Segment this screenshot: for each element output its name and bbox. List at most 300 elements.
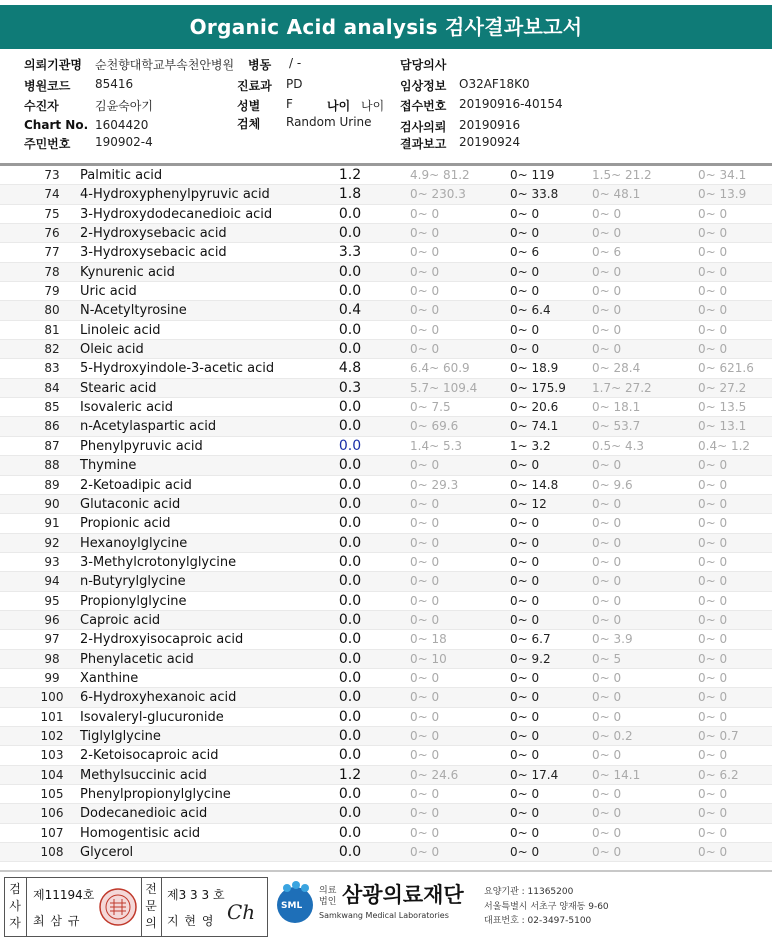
reference-range-2: 0~ 0 <box>510 728 540 743</box>
reference-range-1: 0~ 0 <box>410 554 440 569</box>
result-value: 0.0 <box>338 534 362 551</box>
dept-label: 진료과 <box>237 79 272 93</box>
doctor-label: 담당의사 <box>400 58 447 72</box>
result-value: 0.0 <box>338 592 362 609</box>
analyte-name: Caproic acid <box>80 612 161 628</box>
reference-range-1: 0~ 0 <box>410 206 440 221</box>
reference-range-2: 0~ 0 <box>510 670 540 685</box>
reference-range-4: 0~ 0 <box>698 612 728 627</box>
receipt-value: 20190916-40154 <box>459 97 563 111</box>
reference-range-4: 0~ 0 <box>698 574 728 589</box>
reference-range-3: 0~ 0 <box>592 206 622 221</box>
table-row <box>0 785 772 804</box>
reference-range-4: 0~ 0 <box>698 516 728 531</box>
reference-range-4: 0.4~ 1.2 <box>698 438 751 453</box>
analyte-name: Propionylglycine <box>80 593 187 609</box>
table-row <box>0 804 772 823</box>
table-row <box>0 205 772 224</box>
reference-range-4: 0~ 0 <box>698 593 728 608</box>
row-number: 86 <box>44 419 60 434</box>
reference-range-3: 0~ 0 <box>592 226 622 241</box>
reference-range-1: 0~ 230.3 <box>410 187 466 202</box>
table-row <box>0 824 772 843</box>
analyte-name: 6-Hydroxyhexanoic acid <box>80 690 237 706</box>
reference-range-1: 0~ 24.6 <box>410 767 459 782</box>
examiner-seal-icon <box>97 886 139 928</box>
table-row <box>0 379 772 398</box>
result-value: 0.0 <box>338 631 362 648</box>
reference-range-1: 6.4~ 60.9 <box>410 361 470 376</box>
result-value: 0.0 <box>338 573 362 590</box>
table-row <box>0 224 772 243</box>
row-number: 104 <box>40 767 64 782</box>
result-value: 1.2 <box>338 766 362 783</box>
reference-range-2: 0~ 20.6 <box>510 400 559 415</box>
reference-range-4: 0~ 0 <box>698 632 728 647</box>
row-number: 96 <box>44 612 60 627</box>
analyte-name: Propionic acid <box>80 516 171 532</box>
table-row <box>0 611 772 630</box>
table-row <box>0 437 772 456</box>
reference-range-4: 0~ 0 <box>698 245 728 260</box>
result-value: 0.0 <box>338 747 362 764</box>
result-value: 0.0 <box>338 399 362 416</box>
analyte-name: n-Butyrylglycine <box>80 574 186 590</box>
reference-range-3: 0~ 0 <box>592 554 622 569</box>
analyte-name: 3-Hydroxydodecanedioic acid <box>80 206 273 222</box>
reference-range-1: 0~ 0 <box>410 264 440 279</box>
result-value: 1.8 <box>338 186 362 203</box>
table-row <box>0 301 772 320</box>
reference-range-2: 0~ 0 <box>510 709 540 724</box>
examiner-name: 최 삼 규 <box>33 914 81 928</box>
reference-range-3: 0~ 28.4 <box>592 361 641 376</box>
reference-range-1: 0~ 0 <box>410 845 440 860</box>
result-value: 0.0 <box>338 786 362 802</box>
table-row <box>0 243 772 262</box>
reference-range-1: 0~ 0 <box>410 748 440 763</box>
reference-range-3: 0~ 0 <box>592 825 622 840</box>
analyte-name: Kynurenic acid <box>80 264 175 280</box>
row-number: 93 <box>44 554 60 569</box>
row-number: 83 <box>44 361 60 376</box>
analyte-name: Phenylacetic acid <box>80 651 194 667</box>
analyte-name: 3-Methylcrotonylglycine <box>80 554 237 570</box>
result-value: 0.0 <box>338 650 362 667</box>
reference-range-4: 0~ 27.2 <box>698 380 747 395</box>
reference-range-3: 0~ 0 <box>592 845 622 860</box>
table-row <box>0 398 772 417</box>
result-value: 0.0 <box>338 805 362 822</box>
analyte-name: Dodecanedioic acid <box>80 806 208 822</box>
reference-range-4: 0~ 0 <box>698 264 728 279</box>
lab-phone: 대표번호 : 02-3497-5100 <box>484 916 592 926</box>
reference-range-1: 0~ 0 <box>410 574 440 589</box>
table-row <box>0 417 772 436</box>
analyte-name: Glutaconic acid <box>80 496 181 512</box>
reference-range-3: 0~ 0 <box>592 612 622 627</box>
table-row <box>0 185 772 204</box>
analyte-name: n-Acetylaspartic acid <box>80 419 217 435</box>
row-number: 75 <box>44 206 60 221</box>
reference-range-4: 0~ 0.7 <box>698 728 739 743</box>
hospital-code-label: 병원코드 <box>24 79 71 93</box>
reference-range-4: 0~ 0 <box>698 322 728 337</box>
reference-range-3: 0~ 0 <box>592 709 622 724</box>
reference-range-3: 0~ 53.7 <box>592 419 641 434</box>
reference-range-2: 0~ 0 <box>510 554 540 569</box>
reference-range-1: 0~ 0 <box>410 496 440 511</box>
institution-value: 순천향대학교부속천안병원 <box>95 58 235 72</box>
result-value: 0.0 <box>338 708 362 725</box>
reference-range-2: 0~ 0 <box>510 206 540 221</box>
table-row <box>0 766 772 785</box>
reference-range-3: 0~ 0 <box>592 284 622 299</box>
reference-range-3: 0~ 0 <box>592 322 622 337</box>
reference-range-4: 0~ 0 <box>698 477 728 492</box>
reference-range-3: 0~ 14.1 <box>592 767 641 782</box>
reference-range-1: 0~ 0 <box>410 245 440 260</box>
reference-range-3: 0~ 0 <box>592 574 622 589</box>
reference-range-4: 0~ 0 <box>698 206 728 221</box>
lab-address: 서울특별시 서초구 양재동 9-60 <box>484 902 609 912</box>
table-row <box>0 514 772 533</box>
chart-no-value: 1604420 <box>95 118 149 132</box>
examiner-license: 제11194호 <box>33 888 95 902</box>
reference-range-4: 0~ 0 <box>698 496 728 511</box>
table-row <box>0 321 772 340</box>
reference-range-3: 0.5~ 4.3 <box>592 438 645 453</box>
row-number: 84 <box>44 380 60 395</box>
analyte-name: Phenylpyruvic acid <box>80 438 203 454</box>
report-date-value: 20190924 <box>459 135 521 149</box>
reference-range-4: 0~ 0 <box>698 670 728 685</box>
reference-range-3: 0~ 9.6 <box>592 477 633 492</box>
reference-range-3: 0~ 0 <box>592 303 622 318</box>
reference-range-2: 0~ 0 <box>510 845 540 860</box>
table-row <box>0 263 772 282</box>
row-number: 92 <box>44 535 60 550</box>
reference-range-1: 0~ 0 <box>410 690 440 705</box>
reference-range-3: 0~ 0 <box>592 535 622 550</box>
row-number: 108 <box>40 845 64 860</box>
table-row <box>0 534 772 553</box>
reference-range-2: 0~ 0 <box>510 342 540 357</box>
reference-range-4: 0~ 621.6 <box>698 361 754 376</box>
analyte-name: Linoleic acid <box>80 322 161 338</box>
hospital-code-value: 85416 <box>95 77 134 91</box>
analyte-name: Isovaleryl-glucuronide <box>80 709 224 725</box>
row-number: 85 <box>44 400 60 415</box>
lab-logo-abbrev: SML <box>281 901 303 911</box>
analyte-name: Stearic acid <box>80 380 157 396</box>
result-value: 4.8 <box>338 360 362 377</box>
row-number: 105 <box>40 787 64 801</box>
examiner-label: 검사자 <box>9 882 21 930</box>
request-value: 20190916 <box>459 118 521 132</box>
reference-range-3: 0~ 6 <box>592 245 622 260</box>
result-value: 0.0 <box>338 515 362 532</box>
reference-range-1: 0~ 29.3 <box>410 477 459 492</box>
result-value: 0.0 <box>338 611 362 628</box>
reference-range-3: 0~ 0 <box>592 787 622 801</box>
row-number: 97 <box>44 632 60 647</box>
clinical-info-label: 임상정보 <box>400 79 447 93</box>
row-number: 81 <box>44 322 60 337</box>
reference-range-2: 0~ 0 <box>510 612 540 627</box>
row-number: 78 <box>44 264 60 279</box>
reference-range-2: 0~ 0 <box>510 516 540 531</box>
results-table <box>0 166 772 862</box>
reference-range-2: 0~ 17.4 <box>510 767 559 782</box>
reference-range-3: 0~ 0 <box>592 516 622 531</box>
reference-range-4: 0~ 0 <box>698 535 728 550</box>
reference-range-2: 0~ 12 <box>510 496 547 511</box>
footer-divider <box>0 870 772 872</box>
resident-no-value: 190902-4 <box>95 135 153 149</box>
row-number: 94 <box>44 574 60 589</box>
result-value: 0.0 <box>338 321 362 338</box>
reference-range-4: 0~ 0 <box>698 554 728 569</box>
reference-range-1: 0~ 0 <box>410 612 440 627</box>
report-date-label: 결과보고 <box>400 137 447 151</box>
lab-name-korean: 삼광의료재단 <box>342 883 464 907</box>
reference-range-1: 0~ 0 <box>410 516 440 531</box>
result-value: 0.0 <box>338 205 362 222</box>
table-row <box>0 359 772 378</box>
reference-range-1: 0~ 10 <box>410 651 447 666</box>
specialist-label: 전문의 <box>145 882 157 930</box>
table-row <box>0 708 772 727</box>
reference-range-4: 0~ 13.5 <box>698 400 747 415</box>
reference-range-2: 0~ 0 <box>510 806 540 821</box>
table-row <box>0 553 772 572</box>
table-row <box>0 340 772 359</box>
result-value: 0.0 <box>338 341 362 358</box>
specialist-signature: Ch <box>227 900 256 924</box>
result-value: 0.0 <box>338 225 362 242</box>
reference-range-2: 0~ 0 <box>510 226 540 241</box>
result-value: 0.0 <box>338 263 362 280</box>
table-row <box>0 650 772 669</box>
patient-info-block <box>0 52 772 164</box>
lab-logo-prefix-1: 의료 <box>319 886 337 896</box>
table-row <box>0 669 772 688</box>
result-value: 0.0 <box>338 437 362 454</box>
specimen-label: 검체 <box>237 117 261 131</box>
lab-logo-prefix-2: 법인 <box>319 897 337 907</box>
analyte-name: Xanthine <box>80 670 139 686</box>
row-number: 102 <box>40 728 64 743</box>
reference-range-1: 0~ 0 <box>410 709 440 724</box>
reference-range-1: 4.9~ 81.2 <box>410 168 470 182</box>
reference-range-3: 0~ 5 <box>592 651 622 666</box>
reference-range-2: 0~ 9.2 <box>510 651 551 666</box>
result-value: 0.0 <box>338 495 362 512</box>
lab-logo <box>272 879 772 939</box>
reference-range-2: 0~ 33.8 <box>510 187 559 202</box>
reference-range-2: 0~ 0 <box>510 690 540 705</box>
row-number: 98 <box>44 651 60 666</box>
analyte-name: Tiglylglycine <box>80 728 161 744</box>
reference-range-3: 0~ 0 <box>592 342 622 357</box>
row-number: 100 <box>40 690 64 705</box>
reference-range-4: 0~ 0 <box>698 709 728 724</box>
analyte-name: 2-Hydroxysebacic acid <box>80 226 227 242</box>
result-value: 0.0 <box>338 669 362 686</box>
analyte-name: Oleic acid <box>80 342 144 358</box>
reference-range-2: 0~ 0 <box>510 748 540 763</box>
analyte-name: Glycerol <box>80 845 134 861</box>
result-value: 3.3 <box>338 244 362 261</box>
reference-range-2: 0~ 0 <box>510 574 540 589</box>
table-row <box>0 688 772 707</box>
reference-range-2: 0~ 0 <box>510 825 540 840</box>
row-number: 74 <box>44 187 60 202</box>
table-row <box>0 476 772 495</box>
specialist-name: 지 현 영 <box>167 914 215 928</box>
row-number: 91 <box>44 516 60 531</box>
reference-range-3: 0~ 0 <box>592 496 622 511</box>
reference-range-4: 0~ 0 <box>698 303 728 318</box>
ward-value: / - <box>289 56 302 70</box>
reference-range-1: 0~ 0 <box>410 787 440 801</box>
analyte-name: Uric acid <box>80 284 137 300</box>
analyte-name: Thymine <box>80 458 137 474</box>
reference-range-2: 0~ 14.8 <box>510 477 559 492</box>
signature-box <box>4 877 268 937</box>
sex-label: 성별 <box>237 99 261 113</box>
reference-range-1: 0~ 18 <box>410 632 447 647</box>
reference-range-1: 0~ 0 <box>410 806 440 821</box>
ward-label: 병동 <box>248 58 272 72</box>
reference-range-1: 0~ 0 <box>410 303 440 318</box>
row-number: 103 <box>40 748 64 763</box>
reference-range-1: 0~ 0 <box>410 284 440 299</box>
table-row <box>0 843 772 862</box>
reference-range-3: 0~ 3.9 <box>592 632 633 647</box>
reference-range-4: 0~ 0 <box>698 651 728 666</box>
reference-range-1: 5.7~ 109.4 <box>410 380 478 395</box>
row-number: 80 <box>44 303 60 318</box>
reference-range-4: 0~ 0 <box>698 825 728 840</box>
lab-name-english: Samkwang Medical Laboratories <box>319 911 449 920</box>
reference-range-2: 0~ 0 <box>510 787 540 801</box>
analyte-name: Isovaleric acid <box>80 400 174 416</box>
reference-range-1: 0~ 0 <box>410 593 440 608</box>
reference-range-1: 0~ 0 <box>410 322 440 337</box>
reference-range-3: 0~ 0 <box>592 690 622 705</box>
row-number: 82 <box>44 342 60 357</box>
reference-range-3: 0~ 0 <box>592 264 622 279</box>
row-number: 73 <box>44 168 60 182</box>
analyte-name: Homogentisic acid <box>80 825 201 841</box>
table-row <box>0 166 772 185</box>
reference-range-4: 0~ 0 <box>698 342 728 357</box>
reference-range-1: 1.4~ 5.3 <box>410 438 463 453</box>
result-value: 0.0 <box>338 418 362 435</box>
row-number: 95 <box>44 593 60 608</box>
result-value: 0.0 <box>338 553 362 570</box>
reference-range-2: 0~ 119 <box>510 168 555 182</box>
analyte-name: 2-Hydroxyisocaproic acid <box>80 632 244 648</box>
institution-label: 의뢰기관명 <box>24 58 82 72</box>
age-value: 나이 <box>361 99 385 113</box>
reference-range-1: 0~ 0 <box>410 825 440 840</box>
analyte-name: 2-Ketoadipic acid <box>80 477 192 493</box>
reference-range-4: 0~ 6.2 <box>698 767 739 782</box>
reference-range-3: 0~ 0 <box>592 458 622 473</box>
row-number: 89 <box>44 477 60 492</box>
analyte-name: Hexanoylglycine <box>80 535 188 551</box>
result-value: 0.0 <box>338 476 362 493</box>
reference-range-4: 0~ 0 <box>698 845 728 860</box>
reference-range-1: 0~ 0 <box>410 458 440 473</box>
row-number: 90 <box>44 496 60 511</box>
resident-no-label: 주민번호 <box>24 137 71 151</box>
reference-range-2: 0~ 74.1 <box>510 419 559 434</box>
reference-range-2: 0~ 6 <box>510 245 540 260</box>
analyte-name: Palmitic acid <box>80 168 163 183</box>
chart-no-label: Chart No. <box>24 118 89 132</box>
reference-range-2: 0~ 0 <box>510 284 540 299</box>
row-number: 107 <box>40 825 64 840</box>
analyte-name: 3-Hydroxysebacic acid <box>80 245 227 261</box>
reference-range-2: 0~ 0 <box>510 535 540 550</box>
clinical-info-value: O32AF18K0 <box>459 77 530 91</box>
row-number: 101 <box>40 709 64 724</box>
row-number: 76 <box>44 226 60 241</box>
reference-range-4: 0~ 13.9 <box>698 187 747 202</box>
result-value: 0.3 <box>338 379 362 396</box>
specialist-license: 제3 3 3 호 <box>167 888 225 902</box>
row-number: 88 <box>44 458 60 473</box>
reference-range-2: 0~ 175.9 <box>510 380 566 395</box>
table-row <box>0 630 772 649</box>
row-number: 77 <box>44 245 60 260</box>
reference-range-2: 0~ 0 <box>510 458 540 473</box>
reference-range-3: 0~ 0.2 <box>592 728 633 743</box>
reference-range-3: 0~ 0 <box>592 593 622 608</box>
reference-range-3: 0~ 0 <box>592 806 622 821</box>
analyte-name: Methylsuccinic acid <box>80 767 207 783</box>
reference-range-4: 0~ 0 <box>698 284 728 299</box>
result-value: 0.0 <box>338 689 362 706</box>
examinee-label: 수진자 <box>24 99 59 113</box>
analyte-name: Phenylpropionylglycine <box>80 787 231 802</box>
receipt-label: 접수번호 <box>400 99 447 113</box>
reference-range-2: 0~ 6.4 <box>510 303 551 318</box>
reference-range-1: 0~ 7.5 <box>410 400 451 415</box>
reference-range-1: 0~ 69.6 <box>410 419 459 434</box>
row-number: 87 <box>44 438 60 453</box>
table-row <box>0 727 772 746</box>
table-row <box>0 282 772 301</box>
result-value: 1.2 <box>338 167 362 183</box>
reference-range-3: 0~ 18.1 <box>592 400 641 415</box>
reference-range-4: 0~ 0 <box>698 458 728 473</box>
reference-range-2: 1~ 3.2 <box>510 438 551 453</box>
analyte-name: 2-Ketoisocaproic acid <box>80 748 219 764</box>
sex-value: F <box>286 97 293 111</box>
reference-range-4: 0~ 0 <box>698 787 728 801</box>
row-number: 106 <box>40 806 64 821</box>
reference-range-2: 0~ 0 <box>510 593 540 608</box>
reference-range-4: 0~ 0 <box>698 748 728 763</box>
reference-range-4: 0~ 0 <box>698 226 728 241</box>
lab-institution-no: 요양기관 : 11365200 <box>484 887 574 897</box>
reference-range-1: 0~ 0 <box>410 226 440 241</box>
